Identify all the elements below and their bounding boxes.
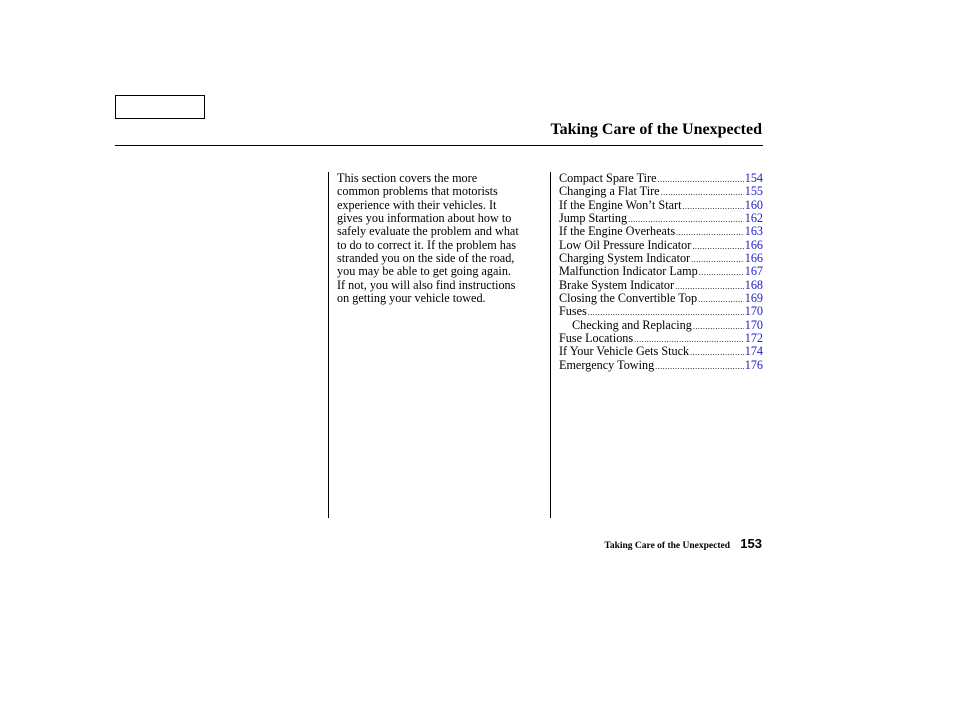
intro-line: If not, you will also find instructions (337, 277, 516, 292)
toc-entry-charging-system[interactable] (559, 252, 763, 265)
toc-entry-engine-wont-start[interactable] (559, 199, 763, 212)
toc-label: If the Engine Won’t Start (559, 197, 682, 212)
toc-entry-checking-replacing[interactable] (559, 319, 763, 332)
intro-line: gives you information about how to (337, 211, 512, 226)
toc-label: Emergency Towing (559, 357, 655, 372)
toc-page-link[interactable]: 166 (744, 251, 763, 266)
toc-page-link[interactable]: 155 (744, 184, 763, 199)
toc-page-link[interactable]: 172 (744, 331, 763, 346)
toc-page-link[interactable]: 168 (744, 277, 763, 292)
toc-leader-dots (658, 173, 744, 186)
toc-page-link[interactable]: 154 (744, 171, 763, 185)
intro-line: on getting your vehicle towed. (337, 291, 486, 306)
toc-label: Malfunction Indicator Lamp (559, 264, 698, 279)
toc-leader-dots (698, 293, 744, 306)
intro-paragraph (337, 172, 547, 305)
toc-entry-brake-system[interactable] (559, 279, 763, 292)
toc-entry-malfunction-lamp[interactable] (559, 265, 763, 278)
footer-section-title: Taking Care of the Unexpected (604, 541, 730, 551)
toc-entry-compact-spare-tire[interactable] (559, 172, 763, 185)
toc-page-link[interactable]: 176 (744, 357, 763, 372)
intro-line: you may be able to get going again. (337, 264, 511, 279)
toc-entry-changing-flat-tire[interactable] (559, 185, 763, 198)
toc-entry-emergency-towing[interactable] (559, 359, 763, 372)
toc-leader-dots (692, 240, 743, 253)
toc-leader-dots (691, 253, 744, 266)
intro-line: experience with their vehicles. It (337, 197, 497, 212)
toc-leader-dots (690, 346, 744, 359)
toc-page-link[interactable]: 166 (744, 237, 763, 252)
toc-entry-low-oil-pressure[interactable] (559, 239, 763, 252)
toc-entry-engine-overheats[interactable] (559, 225, 763, 238)
toc-page-link[interactable]: 162 (744, 211, 763, 226)
toc-label: Changing a Flat Tire (559, 184, 660, 199)
toc-page-link[interactable]: 170 (744, 317, 763, 332)
toc-leader-dots (682, 200, 743, 213)
toc-page-link[interactable]: 167 (744, 264, 763, 279)
toc-entry-fuse-locations[interactable] (559, 332, 763, 345)
toc-label: Brake System Indicator (559, 277, 675, 292)
toc-label: Fuse Locations (559, 331, 634, 346)
intro-line: stranded you on the side of the road, (337, 251, 515, 266)
table-of-contents (559, 172, 763, 372)
footer-page-number: 153 (740, 536, 762, 551)
toc-page-link[interactable]: 174 (744, 344, 763, 359)
toc-label: Low Oil Pressure Indicator (559, 237, 692, 252)
toc-label: Closing the Convertible Top (559, 291, 698, 306)
toc-label: Compact Spare Tire (559, 171, 657, 185)
toc-page-link[interactable]: 170 (744, 304, 763, 319)
toc-entry-jump-starting[interactable] (559, 212, 763, 225)
header-rule (115, 145, 763, 146)
toc-page-link[interactable]: 169 (744, 291, 763, 306)
toc-leader-dots (655, 360, 744, 373)
section-tab-box (115, 95, 205, 119)
toc-entry-convertible-top[interactable] (559, 292, 763, 305)
toc-page-link[interactable]: 163 (744, 224, 763, 239)
toc-label: Charging System Indicator (559, 251, 691, 266)
intro-line: common problems that motorists (337, 184, 498, 199)
toc-entry-vehicle-stuck[interactable] (559, 345, 763, 358)
toc-entry-fuses[interactable] (559, 305, 763, 318)
toc-label: If the Engine Overheats (559, 224, 676, 239)
page-title: Taking Care of the Unexpected (550, 121, 762, 138)
toc-leader-dots (699, 266, 744, 279)
middle-column-rule (550, 172, 551, 518)
toc-leader-dots (693, 320, 744, 333)
toc-page-link[interactable]: 160 (744, 197, 763, 212)
intro-line: to do to correct it. If the problem has (337, 237, 517, 252)
intro-line: safely evaluate the problem and what (337, 224, 519, 239)
toc-label: If Your Vehicle Gets Stuck (559, 344, 690, 359)
intro-line: This section covers the more (337, 171, 478, 185)
toc-label: Fuses (559, 304, 587, 319)
left-column-rule (328, 172, 329, 518)
toc-label: Checking and Replacing (572, 317, 692, 332)
toc-label: Jump Starting (559, 211, 628, 226)
